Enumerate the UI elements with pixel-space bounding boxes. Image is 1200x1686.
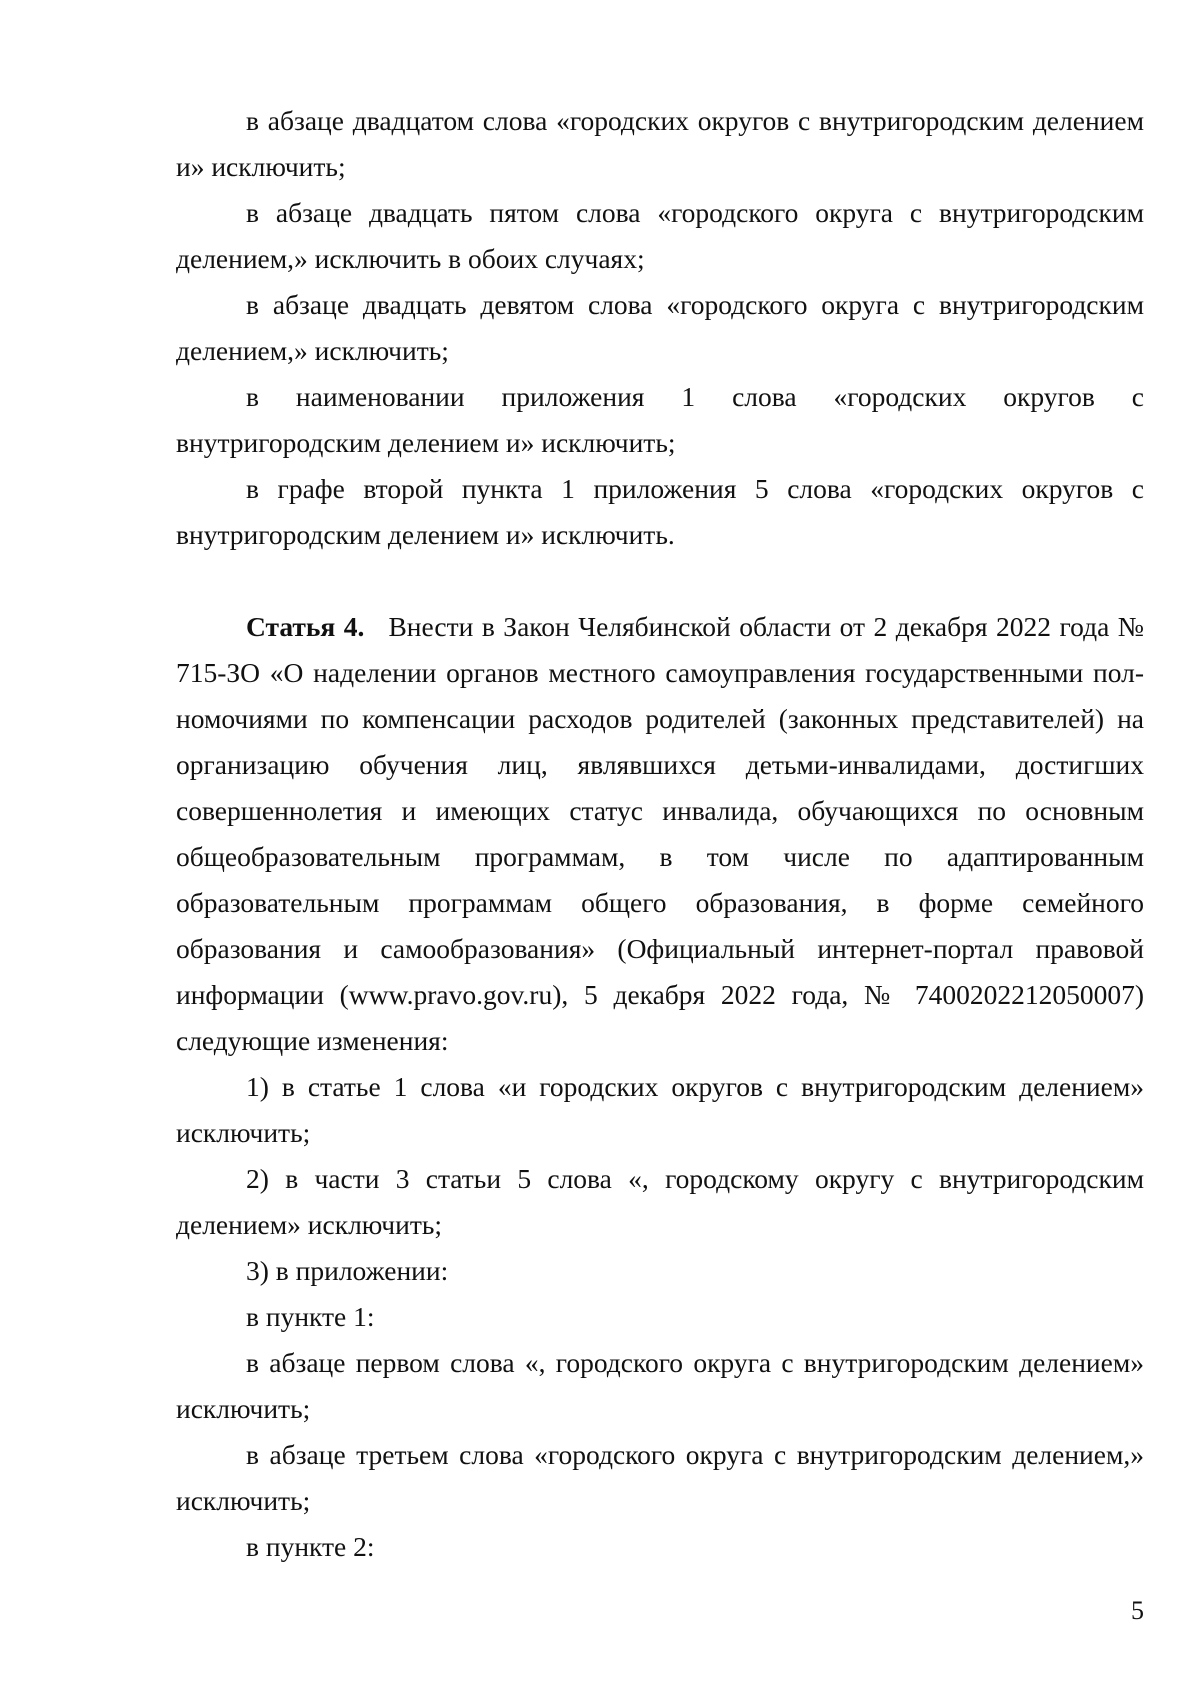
article-paragraph	[176, 604, 1144, 1064]
paragraph: в пункте 1:	[246, 1301, 375, 1332]
paragraph: в абзаце двадцать девятом слова «городского округа с внутригородским делением,» исключить;	[176, 289, 1144, 366]
page-number: 5	[1131, 1596, 1144, 1625]
paragraph: в абзаце двадцатом слова «городских округов с внутригородским делением и» исключить;	[176, 105, 1144, 182]
paragraph: в пункте 2:	[246, 1531, 375, 1562]
paragraph: в абзаце первом слова «, городского округа с внутригородским делением» исключить;	[176, 1347, 1144, 1424]
paragraph: 2) в части 3 статьи 5 слова «, городскому округу с внутригородским делением» исключить;	[176, 1163, 1144, 1240]
section-spacer	[176, 558, 1144, 604]
paragraph: в наименовании приложения 1 слова «городских округов с внутригородским делением и» исключить;	[176, 381, 1144, 458]
paragraph: в абзаце двадцать пятом слова «городского округа с внутригородским делением,» исключить в обоих случаях;	[176, 197, 1144, 274]
paragraph: в графе второй пункта 1 приложения 5 слова «городских округов с внутригородским делением и» исключить.	[176, 473, 1144, 550]
paragraph: в абзаце третьем слова «городского округа с внутригородским делением,» исключить;	[176, 1439, 1144, 1516]
paragraph: 3) в приложении:	[246, 1255, 449, 1286]
paragraph: 1) в статье 1 слова «и городских округов с внутригородским делением» исключить;	[176, 1071, 1144, 1148]
article-heading: Статья 4.	[246, 611, 365, 642]
document-body	[176, 98, 1144, 1570]
article-text: Внести в Закон Челябинской области от 2 декабря 2022 года № 715-ЗО «О наделении органов местного самоуправления государственными полномочиями по компенсации расходов родителей (законных представителей) на организацию обучения лиц, являвшихся детьми-инвалидами, достигших совершеннолетия и имеющих статус инвалида, обучающихся по основным общеобразовательным программам, в том числе по адаптированным образовательным программам общего образования, в форме семейного образования и самообразования» (Официальный интернет-портал правовой информации (www.pravo.gov.ru), 5 декабря 2022 года, № 7400202212050007) следующие изменения:	[176, 611, 1145, 1056]
